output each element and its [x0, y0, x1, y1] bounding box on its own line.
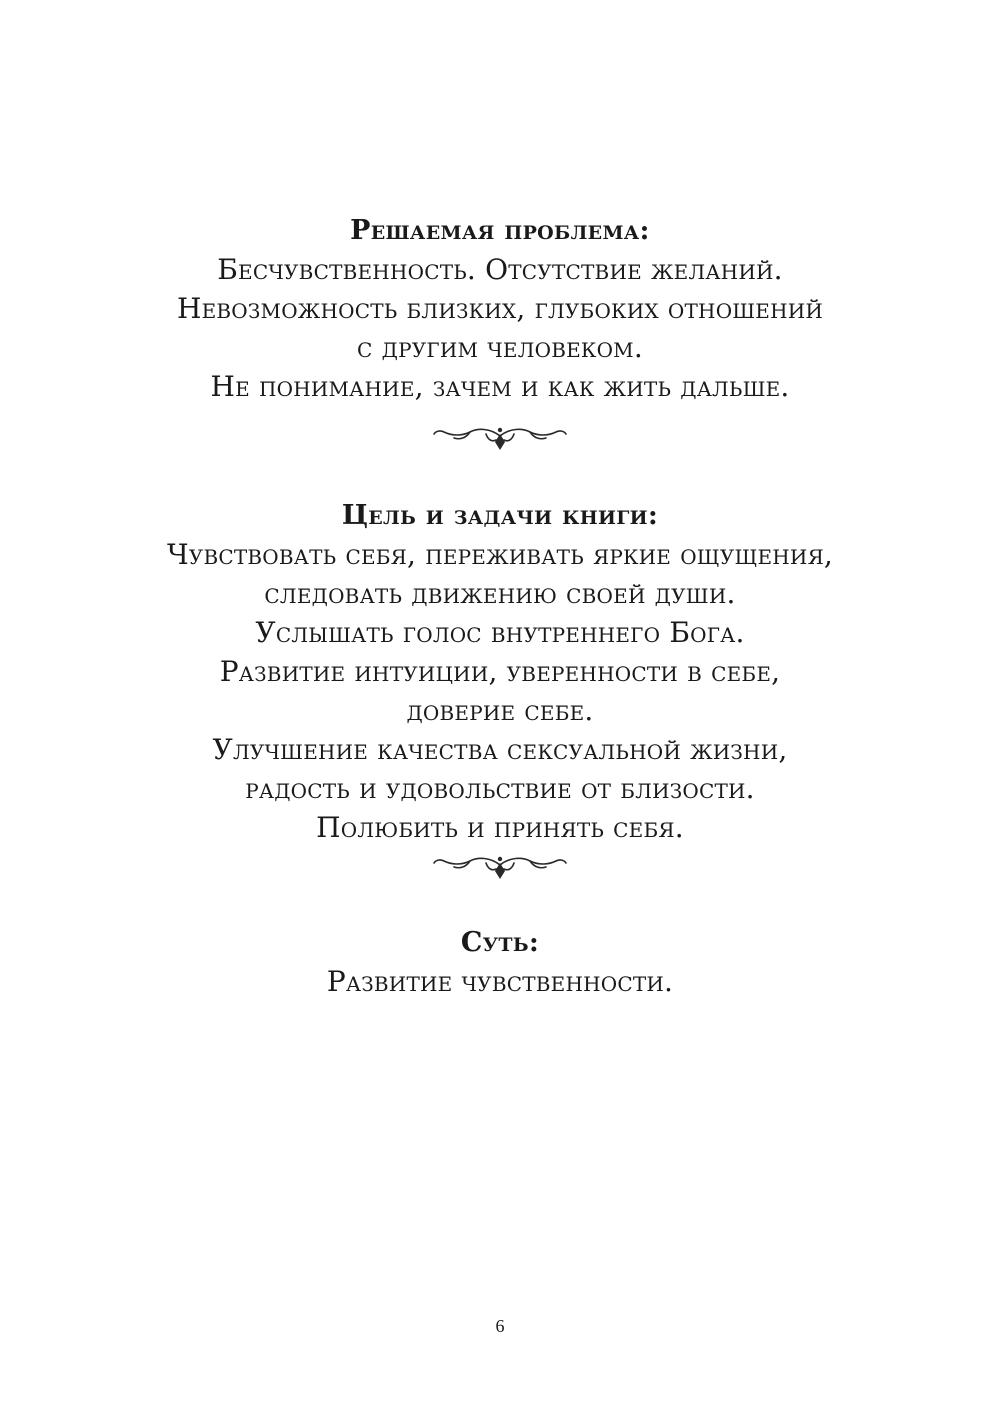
goals-line: радость и удовольствие от близости.: [245, 772, 755, 805]
problem-line: Бесчувственность. Отсутствие желаний.: [217, 253, 783, 286]
goals-line: следовать движению своей души.: [264, 577, 736, 610]
goals-line: Развитие интуиции, уверенности в себе,: [219, 655, 781, 688]
problem-line: с другим человеком.: [357, 331, 643, 364]
goals-line: доверие себе.: [406, 694, 594, 727]
goals-section: [100, 497, 900, 847]
goals-line: Улучшение качества сексуальной жизни,: [212, 733, 788, 766]
ornament-divider-icon: [430, 418, 570, 454]
problem-heading: Решаемая проблема:: [350, 215, 650, 246]
goals-line: Полюбить и принять себя.: [316, 811, 684, 844]
page-number: 6: [495, 1316, 505, 1336]
essence-heading: Суть:: [460, 927, 540, 958]
essence-section: [100, 924, 900, 1001]
goals-line: Чувствовать себя, переживать яркие ощущения,: [166, 538, 834, 571]
problem-section: [100, 212, 900, 406]
goals-heading: Цель и задачи книги:: [341, 500, 659, 531]
goals-line: Услышать голос внутреннего Бога.: [255, 616, 745, 649]
essence-line: Развитие чувственности.: [326, 965, 674, 998]
problem-line: Не понимание, зачем и как жить дальше.: [210, 370, 790, 403]
problem-line: Невозможность близких, глубоких отношений: [176, 292, 824, 325]
ornament-divider-icon: [430, 847, 570, 883]
